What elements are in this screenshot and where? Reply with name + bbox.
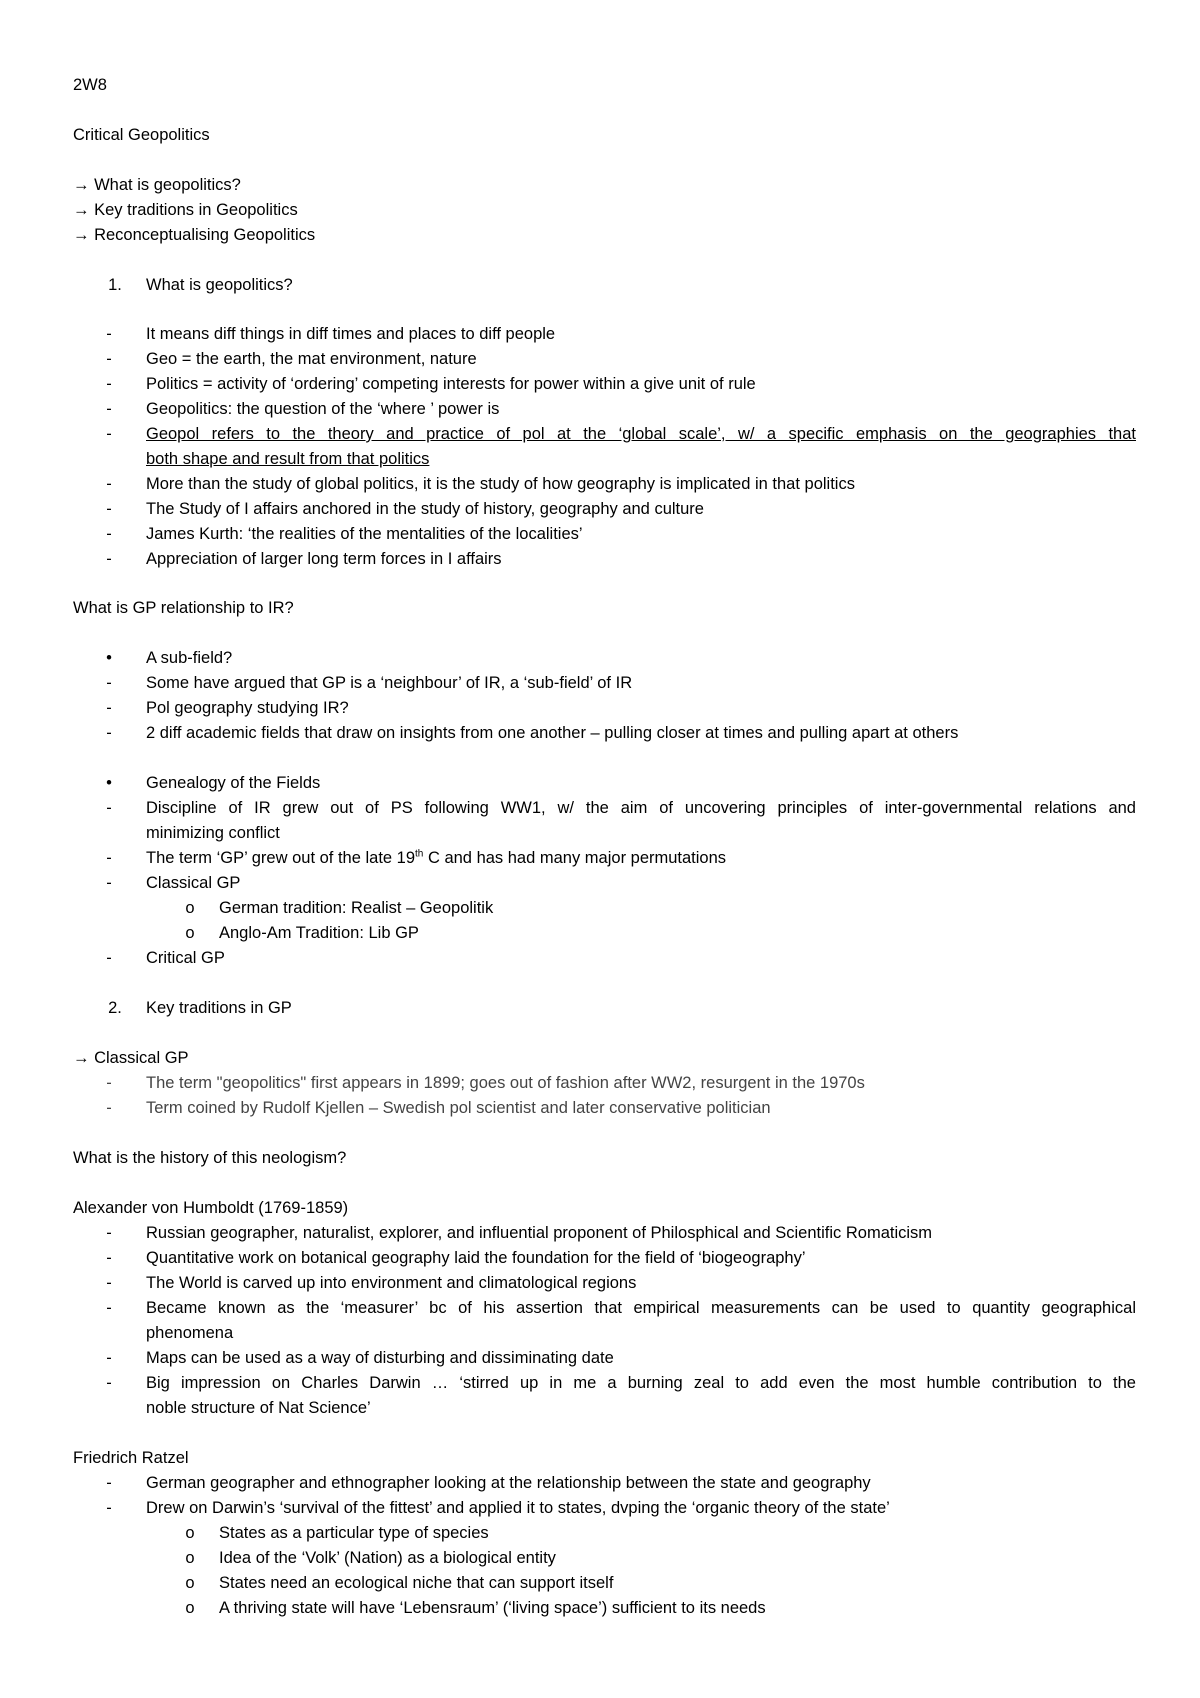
dash-marker: - xyxy=(106,550,112,568)
dash-marker: - xyxy=(106,1074,112,1092)
dash-marker: - xyxy=(106,1374,112,1392)
circle-marker: o xyxy=(185,1524,195,1542)
circle-marker: o xyxy=(185,924,195,942)
subheading: What is the history of this neologism? xyxy=(73,1149,347,1167)
dash-marker: - xyxy=(106,699,112,717)
agenda-item: → Reconceptualising Geopolitics xyxy=(73,226,316,244)
circle-marker: o xyxy=(185,899,195,917)
dash-marker: - xyxy=(106,1099,112,1117)
arrow-icon: → xyxy=(73,226,90,244)
circle-marker: o xyxy=(185,1549,195,1567)
document-page: 2W8 Critical Geopolitics → What is geopolitics? → Key traditions in Geopolitics → Reconceptualising Geopolitics 1. What is geopolitics? - It means diff things in diff times and places to diff people - Geo = the earth, the mat environment, nature - Politics = activity of ‘ordering’ competing interests for power within a give unit of rule - Geopolitics: the question of the ‘where ’ power is - Geopol refers to the theory and practice of pol at the ‘global scale’, w/ a specific emphasis on the geographies that both shape and result from that politics - More than the study of global politics, it is the study of how geography is implicated in that politics - The Study of I affairs anchored in the study of history, geography and culture - James Kurth: ‘the realities of the mentalities of the localities’ - Appreciation of larger long term forces in I affairs What is GP relationship to IR? • A sub-field? - Some have argued that GP is a ‘neighbour’ of IR, a ‘sub-field’ of IR - Pol geography studying IR? - 2 diff academic fields that draw on insights from one another – pulling closer at times and pulling apart at others • Genealogy of the Fields - Discipline of IR grew out of PS following WW1, w/ the aim of uncovering principles of inter-governmental relations and minimizing conflict - The term ‘GP’ grew out of the late 19th C and has had many major permutations - Classical GP o German tradition: Realist – Geopolitik o Anglo-Am Tradition: Lib GP - Critical GP 2. Key traditions in GP → Classical GP - The term "geopolitics" first appears in 1899; goes out of fashion after WW2, resurgent in the 1970s - Term coined by Rudolf Kjellen – Swedish pol scientist and later conservative politician What is the history of this neologism? Alexander von Humboldt (1769-1859) - Russian geographer, naturalist, explorer, and influential proponent of Philosphical and Scientific Romaticism - Quantitative work on botanical geography laid the foundation for the field of ‘biogeography’ - The World is carved up into environment and climatological regions - Became known as the ‘measurer’ bc of his assertion that empirical measurements can be used to quantity geographical phenomena - Maps can be used as a way of disturbing and dissiminating date - Big impression on Charles Darwin … ‘stirred up in me a burning zeal to add even the most humble contribution to the noble structure of Nat Science’ Friedrich Ratzel - German geographer and ethnographer looking at the relationship between the state and geography - Drew on Darwin’s ‘survival of the fittest’ and applied it to states, dvping the ‘organic theory of the state’ o States as a particular type of species o Idea of the ‘Volk’ (Nation) as a biological entity o States need an ecological niche that can support itself o A thriving state will have ‘Lebensraum’ (‘living space’) sufficient to its needs xyxy=(0,0,1200,1698)
circle-marker: o xyxy=(185,1599,195,1617)
arrow-icon: → xyxy=(73,201,90,219)
doc-code: 2W8 xyxy=(73,76,107,94)
dash-marker: - xyxy=(106,849,112,867)
dash-marker: - xyxy=(106,1274,112,1292)
agenda-item: → Key traditions in Geopolitics xyxy=(73,201,298,219)
dash-marker: - xyxy=(106,1474,112,1492)
dash-marker: - xyxy=(106,1299,112,1317)
dash-marker: - xyxy=(106,525,112,543)
dash-marker: - xyxy=(106,1224,112,1242)
dash-marker: - xyxy=(106,400,112,418)
dash-marker: - xyxy=(106,799,112,817)
dash-marker: - xyxy=(106,375,112,393)
dash-marker: - xyxy=(106,1499,112,1517)
circle-marker: o xyxy=(185,1574,195,1592)
dash-marker: - xyxy=(106,500,112,518)
dash-marker: - xyxy=(106,425,112,443)
subheading: What is GP relationship to IR? xyxy=(73,599,294,617)
dash-marker: - xyxy=(106,475,112,493)
subheading: Alexander von Humboldt (1769-1859) xyxy=(73,1199,349,1217)
dash-marker: - xyxy=(106,325,112,343)
dash-marker: - xyxy=(106,350,112,368)
subheading: Friedrich Ratzel xyxy=(73,1449,189,1467)
dash-marker: - xyxy=(106,949,112,967)
bullet-marker: • xyxy=(106,649,112,667)
arrow-icon: → xyxy=(73,1049,90,1067)
agenda-item: → What is geopolitics? xyxy=(73,176,241,194)
dash-marker: - xyxy=(106,1349,112,1367)
dash-marker: - xyxy=(106,1249,112,1267)
dash-marker: - xyxy=(106,674,112,692)
doc-title: Critical Geopolitics xyxy=(73,126,210,144)
dash-marker: - xyxy=(106,874,112,892)
dash-marker: - xyxy=(106,724,112,742)
arrow-icon: → xyxy=(73,176,90,194)
subheading: → Classical GP xyxy=(73,1049,189,1067)
bullet-marker: • xyxy=(106,774,112,792)
